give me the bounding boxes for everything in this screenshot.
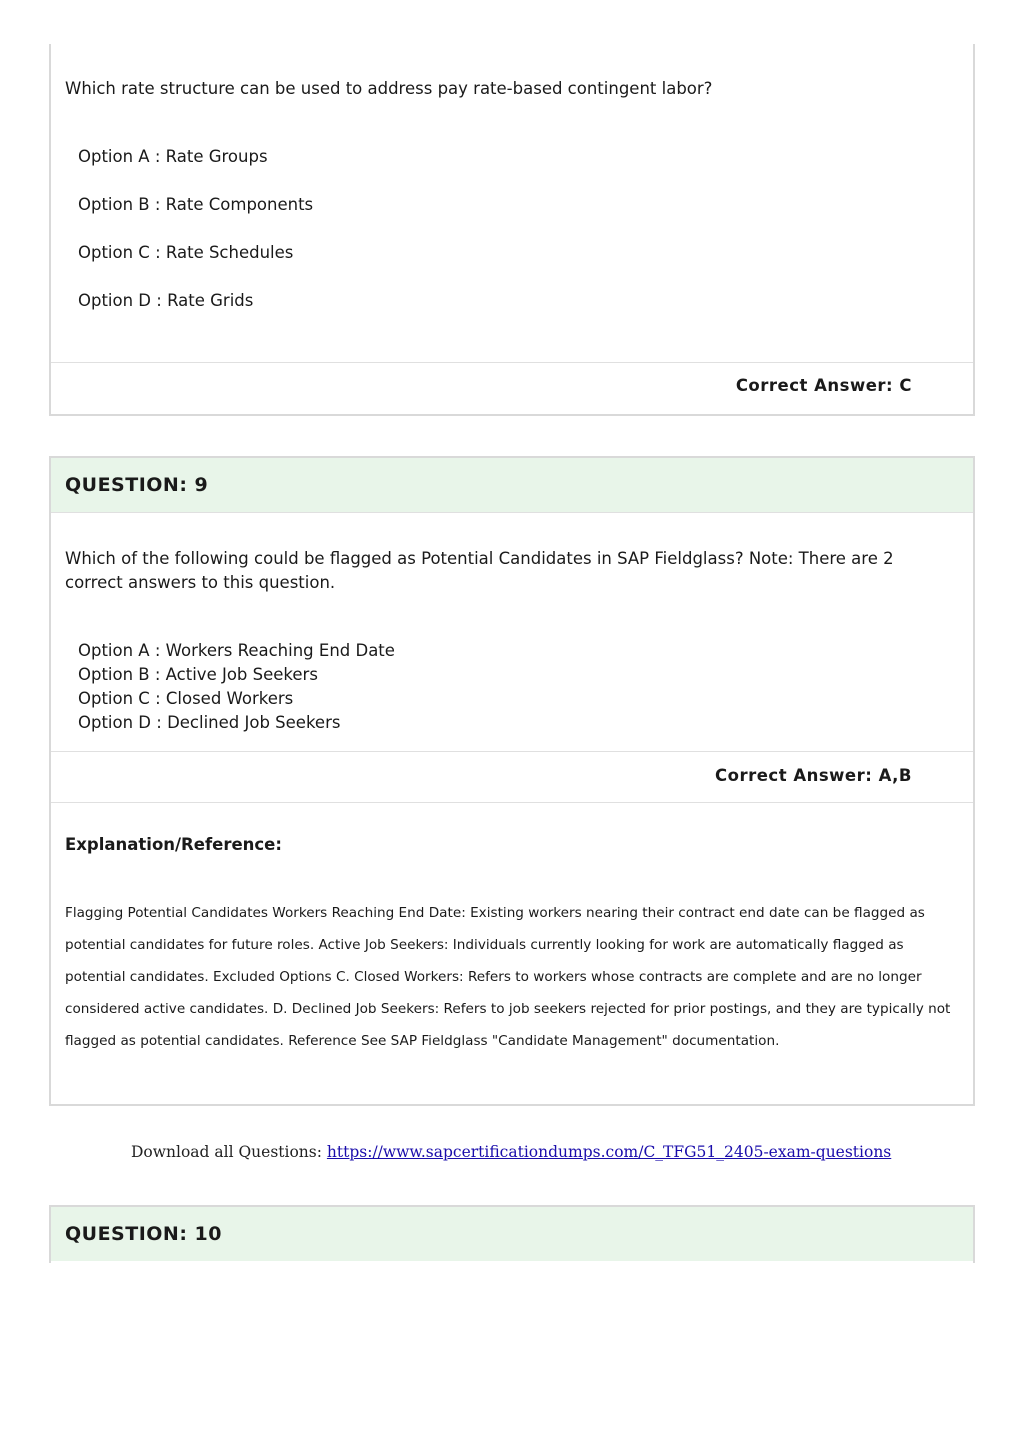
question-text: Which rate structure can be used to address pay rate-based contingent labor?: [65, 79, 713, 98]
option-c: Option C : Rate Schedules: [78, 243, 294, 262]
question-card-9: [49, 456, 975, 1106]
download-link[interactable]: https://www.sapcertificationdumps.com/C_TFG51_2405-exam-questions: [326, 1143, 892, 1161]
download-line: [131, 1143, 891, 1161]
correct-answer: Correct Answer: C: [735, 376, 912, 395]
option-a: Option A : Workers Reaching End Date: [78, 641, 395, 660]
question-heading: QUESTION: 10: [51, 1207, 973, 1261]
divider: [51, 802, 973, 803]
divider: [51, 362, 973, 363]
explanation-title: Explanation/Reference:: [65, 835, 282, 854]
download-label: Download all Questions:: [131, 1143, 327, 1161]
option-b: Option B : Active Job Seekers: [78, 665, 318, 684]
question-text: Which of the following could be flagged as Potential Candidates in SAP Fieldglass? Note: There are 2 correct answers to this question.: [65, 549, 894, 592]
option-d: Option D : Declined Job Seekers: [78, 713, 341, 732]
option-b: Option B : Rate Components: [78, 195, 314, 214]
question-card-8: [49, 44, 975, 416]
divider: [51, 751, 973, 752]
option-d: Option D : Rate Grids: [78, 291, 254, 310]
explanation-text: Flagging Potential Candidates Workers Reaching End Date: Existing workers nearing their contract end date can be flagged as potential candidates for future roles. Active Job Seekers: Individuals currently looking for work are automatically flagged as potential candidates. Excluded Options C. Closed Workers: Refers to workers whose contracts are complete and are no longer considered active candidates. D. Declined Job Seekers: Refers to job seekers rejected for prior postings, and they are typically not flagged as potential candidates. Reference See SAP Fieldglass "Candidate Management" documentation.: [65, 905, 951, 1049]
question-heading: QUESTION: 9: [51, 458, 973, 513]
question-card-10: [49, 1205, 975, 1263]
option-a: Option A : Rate Groups: [78, 147, 268, 166]
option-c: Option C : Closed Workers: [78, 689, 294, 708]
correct-answer: Correct Answer: A,B: [715, 766, 912, 785]
